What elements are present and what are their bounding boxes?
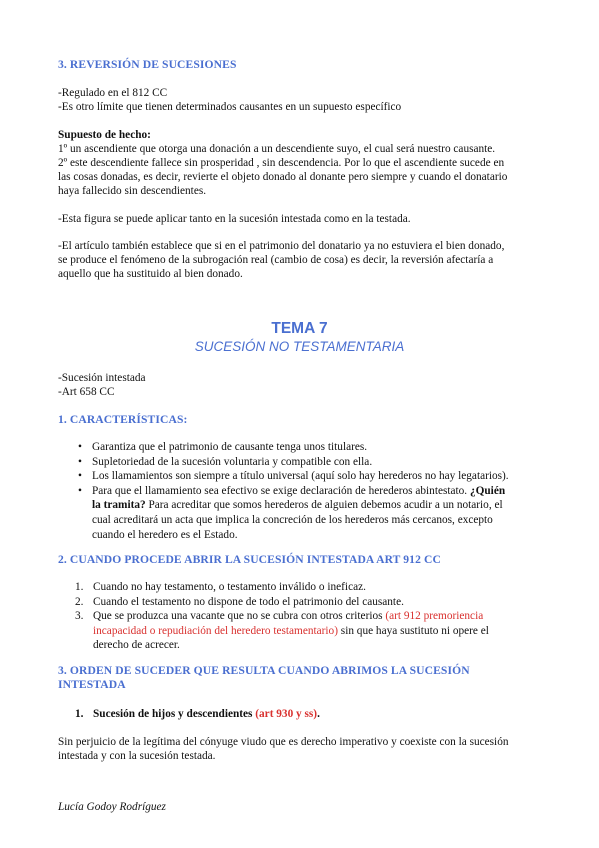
list-item: [75, 595, 548, 610]
bold-question: la tramita?: [92, 499, 146, 512]
text-line: intestada y con la sucesión testada.: [58, 750, 216, 762]
bullet-icon: •: [78, 470, 82, 483]
bullet-icon: •: [78, 484, 82, 497]
text-line: 2º este descendiente fallece sin prosperidad , sin descendencia. Por lo que el ascendiente sucede en: [58, 157, 505, 169]
supuesto-label: Supuesto de hecho:: [58, 129, 151, 141]
list-number: 2.: [75, 595, 84, 608]
orden-list: [75, 707, 548, 722]
list-item-text: Cuando el testamento no dispone de todo el patrimonio del causante.: [93, 595, 404, 608]
text-line: -Art 658 CC: [58, 386, 115, 398]
section-heading-cuando: 2. CUANDO PROCEDE ABRIR LA SUCESIÓN INTESTADA ART 912 CC: [58, 553, 441, 566]
punctuation: .: [317, 708, 320, 720]
text-line: aquello que ha sustituido al bien donado.: [58, 268, 243, 280]
text-line: Sin perjuicio de la legítima del cónyuge viudo que es derecho imperativo y coexiste con la sucesión: [58, 736, 509, 748]
list-item-text: Cuando no hay testamento, o testamento inválido o ineficaz.: [93, 581, 366, 593]
bold-question: ¿Quién: [469, 484, 506, 497]
text-line: -Regulado en el 812 CC: [58, 87, 168, 99]
list-item: [78, 484, 547, 542]
list-item: [75, 707, 548, 722]
bullet-icon: •: [78, 441, 82, 453]
list-item: [78, 455, 547, 470]
bullet-icon: •: [78, 455, 82, 468]
list-item: [78, 440, 547, 455]
section-heading-orden: 3. ORDEN DE SUCEDER QUE RESULTA CUANDO ABRIMOS LA SUCESIÓN: [58, 664, 470, 677]
list-item: [75, 580, 548, 595]
list-item-text: cuando el heredero es el Estado.: [92, 528, 238, 541]
text-line: 1º un ascendiente que otorga una donación a un descendiente suyo, el cual será nuestro causante.: [58, 143, 496, 155]
text-line: haya fallecido sin descendientes.: [58, 185, 207, 197]
text-line: las cosas donadas, es decir, revierte el objeto donado al donante pero siempre y cuando el donatario: [58, 171, 508, 183]
cuando-list: [75, 580, 548, 653]
footer-author: Lucía Godoy Rodríguez: [58, 801, 166, 813]
list-item-text: Para que el llamamiento sea efectivo se exige declaración de herederos abintestato.: [92, 484, 470, 497]
tema-subtitle: SUCESIÓN NO TESTAMENTARIA: [194, 339, 405, 354]
list-item-text: Garantiza que el patrimonio de causante tenga unos titulares.: [92, 441, 368, 453]
text-line: -Esta figura se puede aplicar tanto en la sucesión intestada como en la testada.: [58, 213, 411, 225]
red-reference: (art 930 y ss): [255, 708, 318, 720]
text-line: -Sucesión intestada: [58, 372, 146, 384]
text-line: se produce el fenómeno de la subrogación real (cambio de cosa) es decir, la reversión afectaría a: [58, 254, 494, 266]
list-item-text: derecho de acrecer.: [93, 639, 180, 652]
list-item-title: Sucesión de hijos y descendientes: [93, 708, 253, 720]
text-line: -El artículo también establece que si en el patrimonio del donatario ya no estuviera el bien donado,: [58, 240, 505, 252]
list-number: 3.: [75, 610, 84, 623]
caracteristicas-list: [78, 440, 547, 542]
section-heading-reversion: 3. REVERSIÓN DE SUCESIONES: [58, 58, 237, 71]
list-item-text: Que se produzca una vacante que no se cubra con otros criterios: [93, 610, 386, 623]
list-number: 1.: [75, 581, 84, 593]
tema-title: TEMA 7: [271, 320, 328, 337]
section-heading-caracteristicas: 1. CARACTERÍSTICAS:: [58, 413, 188, 426]
list-item: [75, 609, 548, 653]
list-item-text: Para acreditar que somos herederos de alguien debemos acudir a un notario, el: [145, 499, 503, 512]
list-item-text: cual acreditará un acta que implica la concreción de los herederos más cercanos, excepto: [92, 513, 493, 526]
red-reference: incapacidad o repudiación del heredero testamentario): [93, 624, 338, 637]
list-item-text: Los llamamientos son siempre a título universal (aquí solo hay herederos no hay legatarios).: [92, 470, 509, 483]
text-line: -Es otro límite que tienen determinados causantes en un supuesto específico: [58, 101, 402, 113]
section-heading-orden-cont: INTESTADA: [58, 678, 126, 691]
list-number: 1.: [75, 708, 84, 720]
list-item-text: sin que haya sustituto ni opere el: [337, 624, 489, 637]
list-item: [78, 469, 547, 484]
red-reference: (art 912 premoriencia: [385, 610, 484, 623]
list-item-text: Supletoriedad de la sucesión voluntaria y compatible con ella.: [92, 455, 373, 468]
